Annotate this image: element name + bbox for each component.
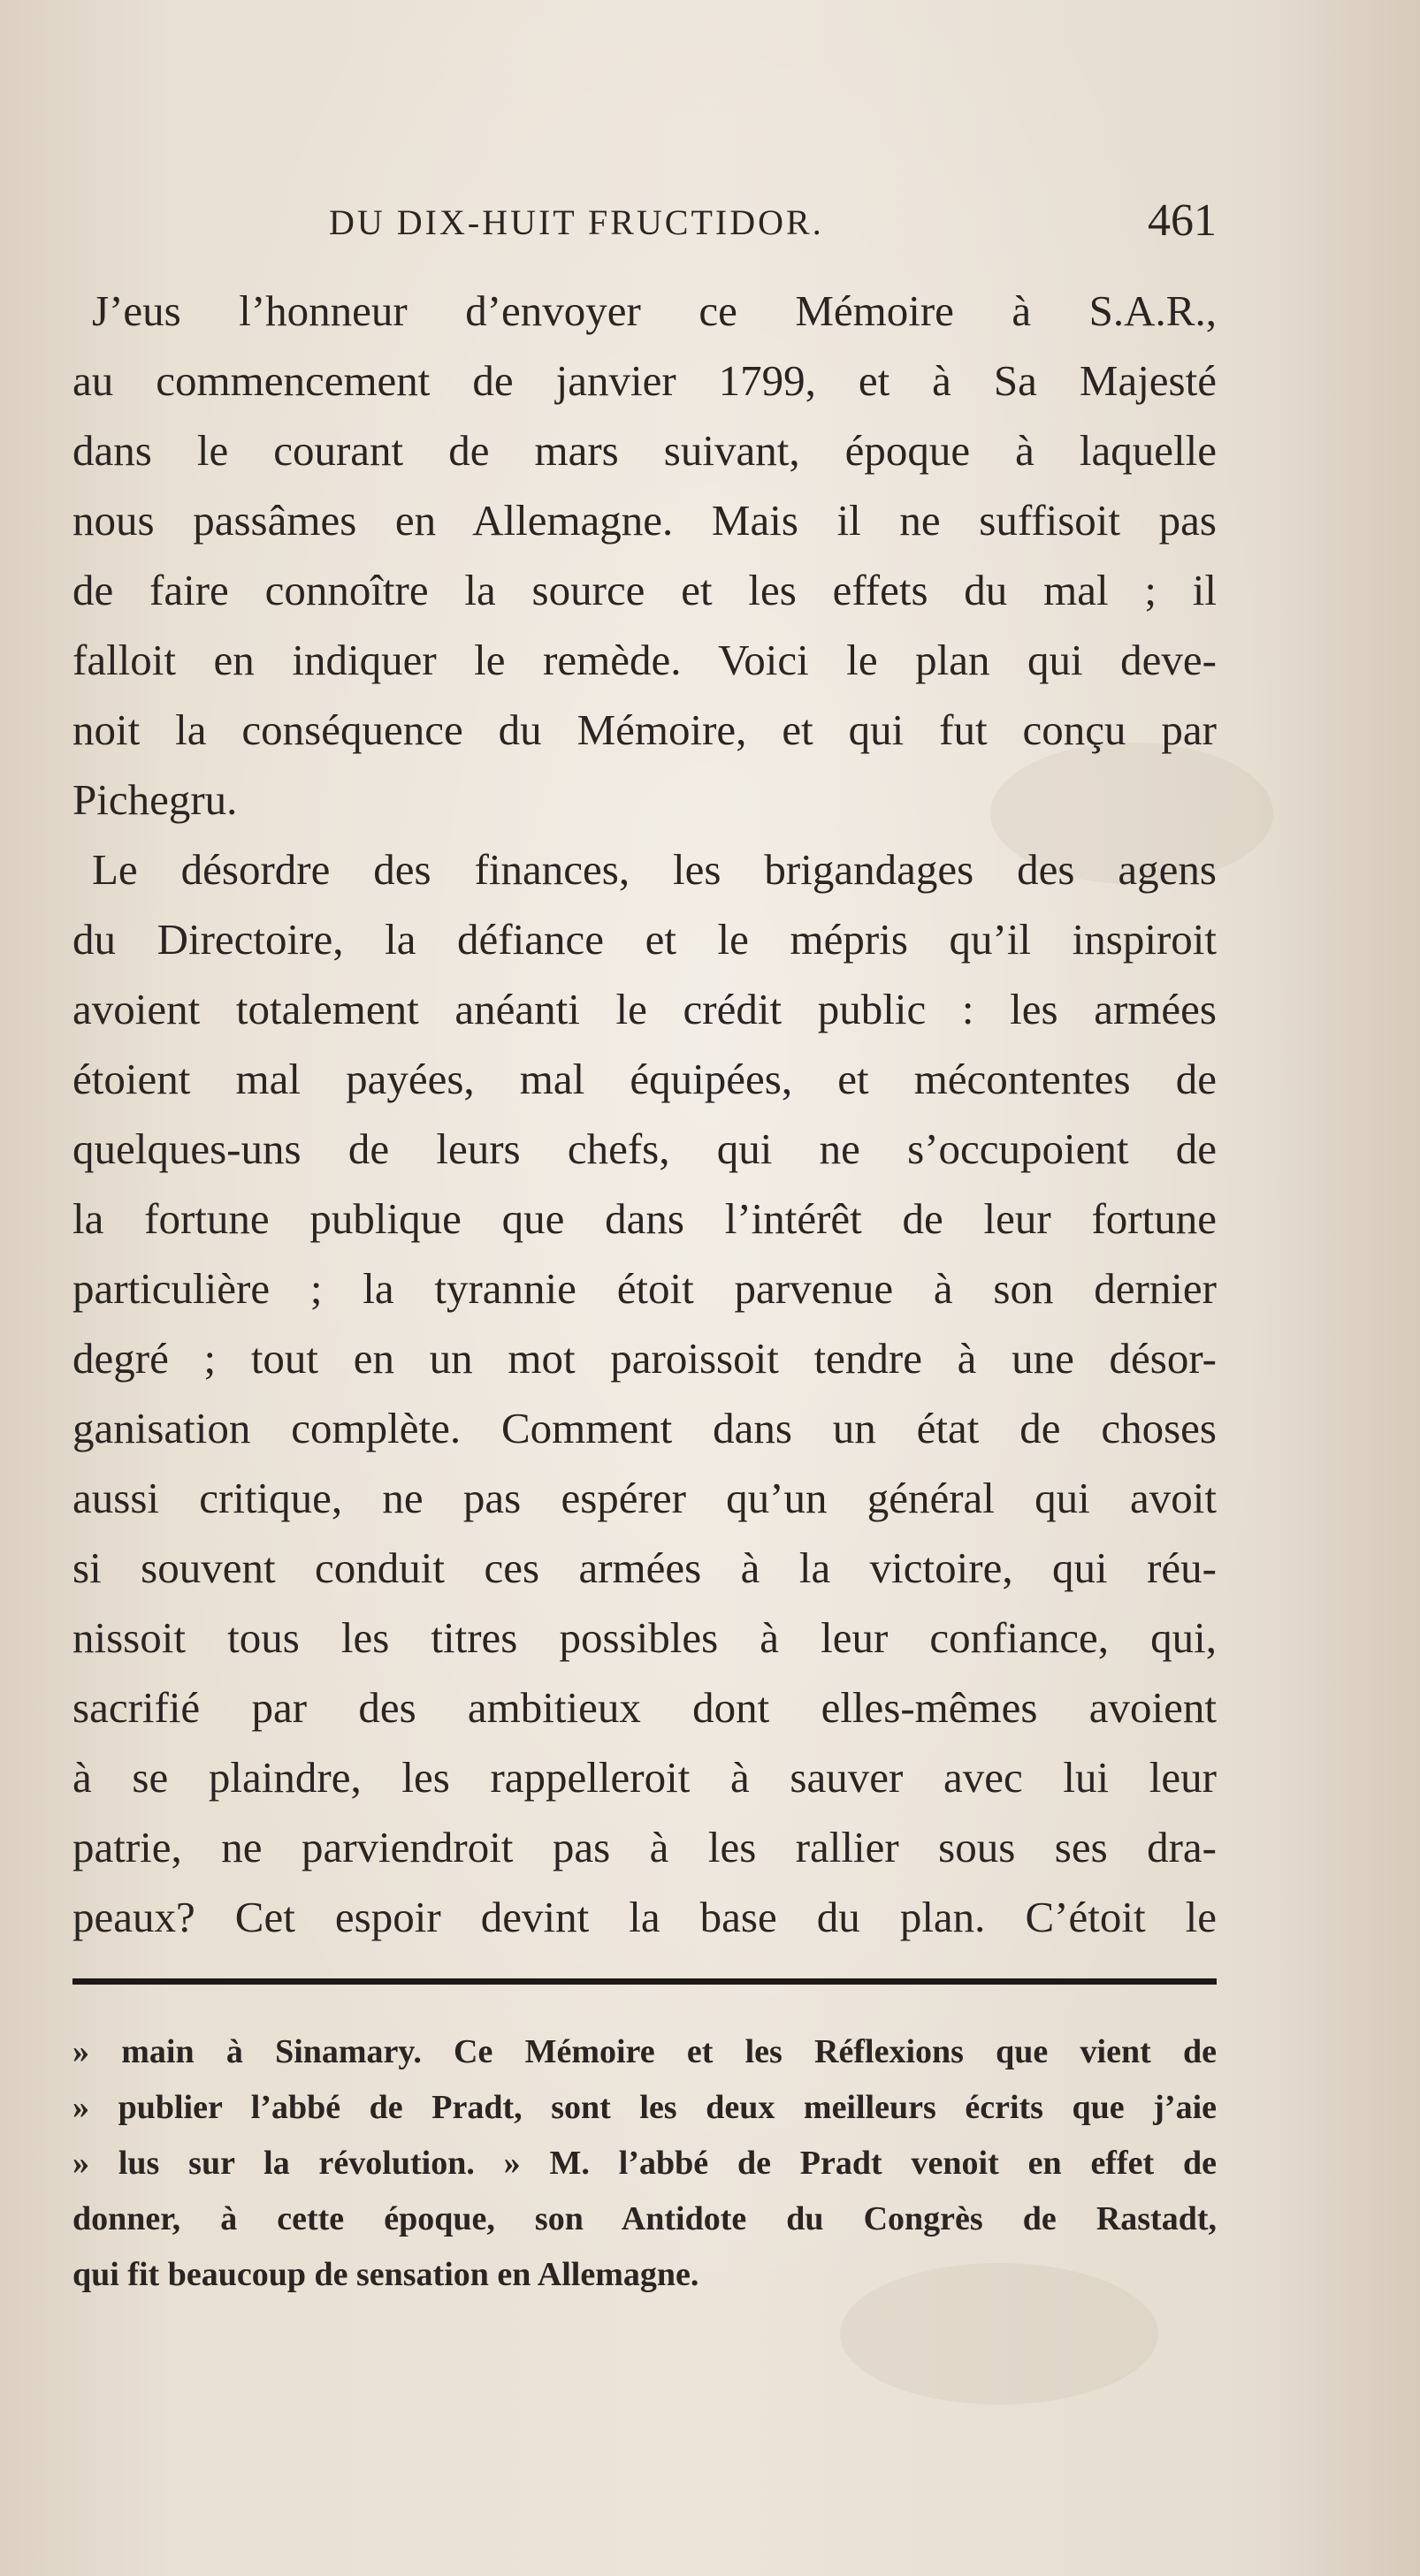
footnote-line: » lus sur la révolution. » M. l’abbé de Pradt venoit en effet de [73, 2145, 1217, 2182]
text-line: au commencement de janvier 1799, et à Sa Majesté [73, 356, 1217, 405]
running-title: DU DIX-HUIT FRUCTIDOR. [329, 202, 824, 242]
text-line: particulière ; la tyrannie étoit parvenue à son dernier [73, 1264, 1217, 1313]
body-text [73, 276, 1217, 1952]
text-line: patrie, ne parviendroit pas à les rallier sous ses dra- [73, 1823, 1217, 1871]
text-line: avoient totalement anéanti le crédit public : les armées [73, 985, 1217, 1033]
text-line: la fortune publique que dans l’intérêt de leur fortune [73, 1194, 1217, 1243]
page-header [73, 194, 1217, 256]
text-line: étoient mal payées, mal équipées, et mécontentes de [73, 1055, 1217, 1103]
text-line: quelques-uns de leurs chefs, qui ne s’occupoient de [73, 1124, 1217, 1173]
text-line: peaux? Cet espoir devint la base du plan. C’étoit le [73, 1893, 1217, 1941]
text-line: sacrifié par des ambitieux dont elles-mêmes avoient [73, 1683, 1217, 1732]
text-line: nissoit tous les titres possibles à leur confiance, qui, [73, 1613, 1217, 1662]
footnote-line: » publier l’abbé de Pradt, sont les deux meilleurs écrits que j’aie [73, 2089, 1217, 2126]
text-line: si souvent conduit ces armées à la victoire, qui réu- [73, 1543, 1217, 1592]
text-line: de faire connoître la source et les effets du mal ; il [73, 566, 1217, 614]
footnote-line: » main à Sinamary. Ce Mémoire et les Réflexions que vient de [73, 2033, 1217, 2070]
text-line: dans le courant de mars suivant, époque à laquelle [73, 426, 1217, 475]
text-line: Pichegru. [73, 775, 238, 824]
footnote [73, 2024, 1217, 2303]
text-line: du Directoire, la défiance et le mépris qu’il inspiroit [73, 915, 1217, 964]
text-line: aussi critique, ne pas espérer qu’un général qui avoit [73, 1474, 1217, 1522]
text-line: degré ; tout en un mot paroissoit tendre à une désor- [73, 1334, 1217, 1383]
footnote-line: donner, à cette époque, son Antidote du Congrès de Rastadt, [73, 2200, 1217, 2237]
footnote-rule [73, 1978, 1217, 1985]
text-line: ganisation complète. Comment dans un état de choses [73, 1404, 1217, 1452]
text-line: nous passâmes en Allemagne. Mais il ne suffisoit pas [73, 496, 1217, 545]
page-number: 461 [1148, 195, 1217, 246]
text-line: noit la conséquence du Mémoire, et qui fut conçu par [73, 705, 1217, 754]
text-line: falloit en indiquer le remède. Voici le plan qui deve- [73, 636, 1217, 684]
footnote-line: qui fit beaucoup de sensation en Allemagne. [73, 2256, 699, 2293]
text-line: J’eus l’honneur d’envoyer ce Mémoire à S.A.R., [92, 286, 1217, 335]
text-line: Le désordre des finances, les brigandages des agens [92, 845, 1217, 894]
text-line: à se plaindre, les rappelleroit à sauver avec lui leur [73, 1753, 1217, 1802]
